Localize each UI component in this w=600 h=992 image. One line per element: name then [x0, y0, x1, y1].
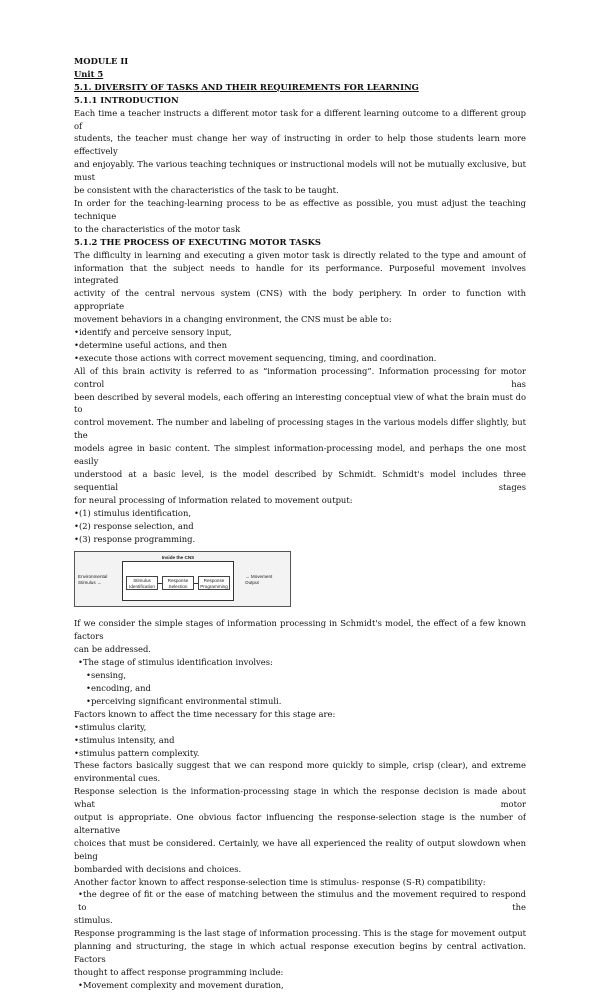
paragraph-line: Response programming is the last stage of information processing. This is the stage for movement output	[74, 928, 526, 939]
subsection-heading-intro: 5.1.1 INTRODUCTION	[74, 94, 179, 105]
list-item: •(1) stimulus identification,	[74, 507, 192, 518]
schmidt-model-figure	[74, 551, 291, 607]
paragraph-line: been described by several models, each offering an interesting conceptual view of what the brain must do to	[74, 391, 526, 415]
paragraph-line: and enjoyably. The various teaching techniques or instructional models will not be mutually exclusive, but must	[74, 159, 526, 183]
list-item: •stimulus pattern complexity.	[74, 747, 200, 758]
paragraph-line: In order for the teaching-learning process to be as effective as possible, you must adjust the teaching technique	[74, 197, 526, 221]
list-item: •identify and perceive sensory input,	[74, 327, 232, 338]
figure-stage-box: Response Programming	[198, 576, 230, 590]
paragraph-line: All of this brain activity is referred to as “information processing”. Information processing for motor control has	[74, 365, 526, 389]
paragraph-line: These factors basically suggest that we can respond more quickly to simple, crisp (clear), and extreme	[74, 760, 526, 771]
unit-heading: Unit 5	[74, 68, 104, 79]
cns-box	[122, 555, 234, 601]
list-item: •the degree of fit or the ease of matching between the stimulus and the movement required to respond to the	[78, 889, 526, 913]
list-item: •sensing,	[86, 670, 126, 681]
paragraph-line: environmental cues.	[74, 773, 161, 784]
list-item: •(2) response selection, and	[74, 520, 194, 531]
paragraph-line: control movement. The number and labeling of processing stages in the various models differ slightly, but the	[74, 417, 526, 441]
list-item: •stimulus clarity,	[74, 721, 147, 732]
paragraph-line: bombarded with decisions and choices.	[74, 863, 242, 874]
paragraph-line: be consistent with the characteristics of the task to be taught.	[74, 185, 339, 196]
section-heading: 5.1. DIVERSITY OF TASKS AND THEIR REQUIREMENTS FOR LEARNING	[74, 81, 419, 92]
paragraph-line: can be addressed.	[74, 644, 151, 655]
paragraph-line: thought to affect response programming include:	[74, 966, 284, 977]
paragraph-line: Another factor known to affect response-selection time is stimulus- response (S-R) compatibility:	[74, 876, 486, 887]
paragraph-line: choices that must be considered. Certainly, we have all experienced the reality of output slowdown when being	[74, 837, 526, 861]
list-item: •determine useful actions, and then	[74, 339, 228, 350]
paragraph-line: stimulus.	[74, 915, 113, 926]
paragraph-line: If we consider the simple stages of information processing in Schmidt's model, the effect of a few known factors	[74, 618, 526, 642]
paragraph-line: Response selection is the information-processing stage in which the response decision is made about what motor	[74, 786, 526, 810]
paragraph-line: models agree in basic content. The simplest information-processing model, and perhaps the one most easily	[74, 443, 526, 467]
list-item: •Movement complexity and movement duration,	[78, 979, 284, 990]
list-item: •execute those actions with correct movement sequencing, timing, and coordination.	[74, 352, 437, 363]
figure-output-label: → Movement Output	[245, 574, 273, 585]
paragraph-line: Factors known to affect the time necessary for this stage are:	[74, 708, 336, 719]
figure-stage-box: Stimulus Identification	[126, 576, 158, 590]
paragraph-line: movement behaviors in a changing environment, the CNS must be able to:	[74, 314, 392, 325]
list-item: •encoding, and	[86, 682, 151, 693]
subsection-heading-process: 5.1.2 THE PROCESS OF EXECUTING MOTOR TASKS	[74, 236, 321, 247]
module-heading: MODULE II	[74, 56, 129, 66]
paragraph-line: output is appropriate. One obvious factor influencing the response-selection stage is the number of alternative	[74, 812, 526, 835]
list-item: •stimulus intensity, and	[74, 734, 175, 745]
list-item: •perceiving significant environmental stimuli.	[86, 695, 282, 706]
figure-stage-box: Response Selection	[162, 576, 194, 590]
figure-arrow	[158, 583, 162, 584]
list-heading: •The stage of stimulus identification involves:	[78, 657, 273, 668]
paragraph-line: The difficulty in learning and executing a given motor task is directly related to the type and amount of	[74, 249, 526, 260]
figure-input-label: Environmental Stimulus →	[78, 574, 108, 585]
paragraph-line: Each time a teacher instructs a different motor task for a different learning outcome to a different group of	[74, 107, 526, 131]
paragraph-line: for neural processing of information related to movement output:	[74, 494, 353, 505]
paragraph-line: information that the subject needs to handle for its performance. Purposeful movement involves integrated	[74, 262, 526, 286]
paragraph-line: students, the teacher must change her way of instructing in order to help those students learn more effectively	[74, 133, 526, 157]
list-item: •(3) response programming.	[74, 533, 196, 544]
figure-arrow	[194, 583, 198, 584]
figure-title: Inside the CNS	[161, 555, 195, 561]
paragraph-line: planning and structuring, the stage in which actual response execution begins by central activation. Factors	[74, 941, 526, 964]
paragraph-line: to the characteristics of the motor task	[74, 223, 241, 234]
paragraph-line: understood at a basic level, is the model described by Schmidt. Schmidt's model includes three sequential stages	[74, 469, 526, 492]
paragraph-line: activity of the central nervous system (CNS) with the body periphery. In order to function with appropriate	[74, 288, 526, 312]
